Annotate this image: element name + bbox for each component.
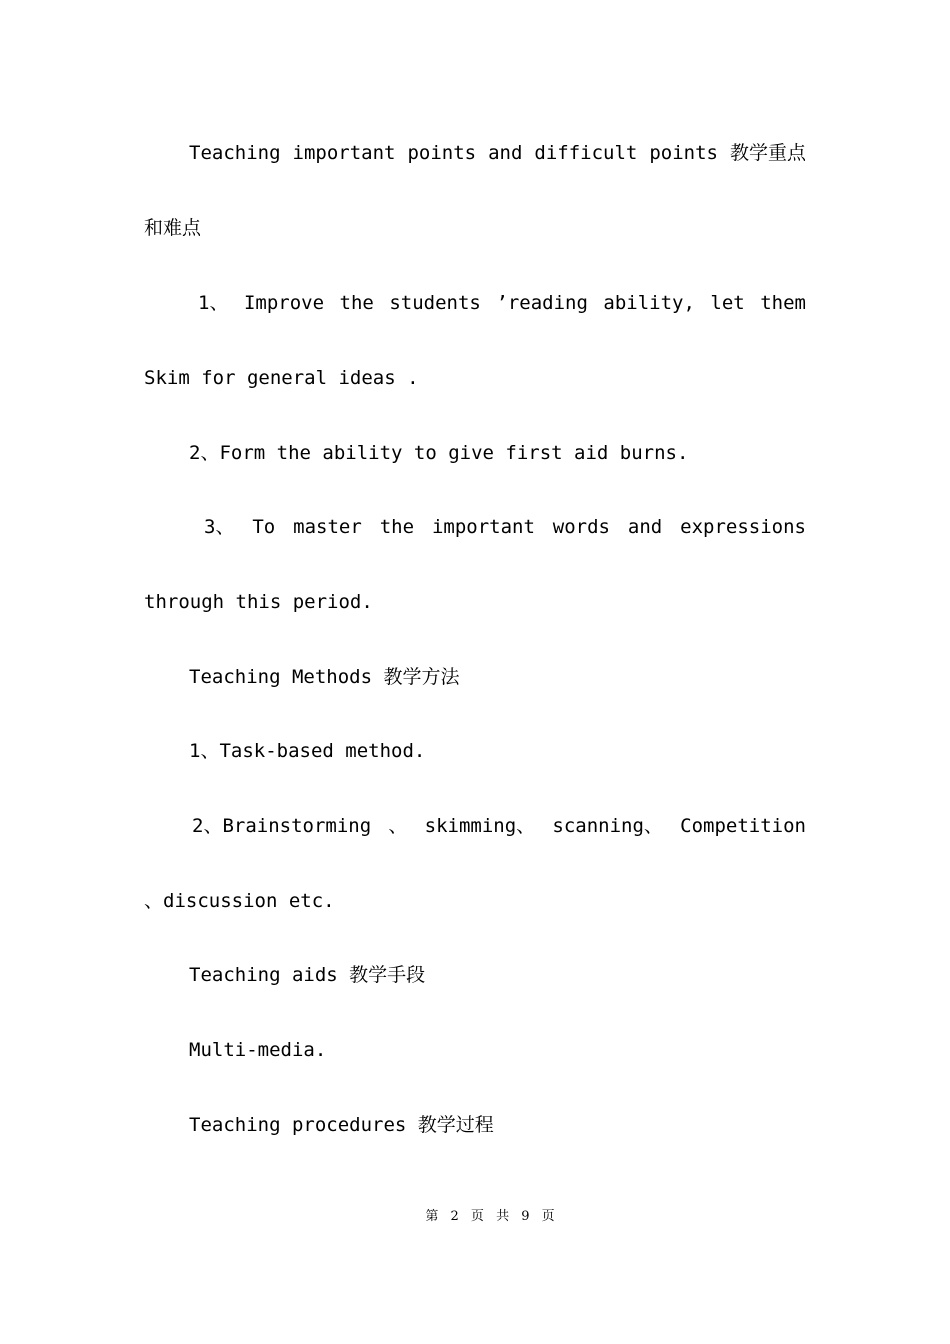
word: 教学重点	[729, 142, 806, 164]
word: master	[293, 516, 362, 538]
current-page-number: 2	[450, 1209, 459, 1224]
word: difficult	[534, 142, 638, 164]
footer-label: 共	[496, 1209, 510, 1224]
method-2-continuation: 、discussion etc.	[144, 890, 335, 912]
word: the	[379, 516, 415, 538]
word: 2、Brainstorming	[192, 815, 372, 837]
point-1-continuation: Skim for general ideas .	[144, 367, 419, 389]
word: and	[627, 516, 663, 538]
point-3-continuation: through this period.	[144, 591, 373, 613]
heading-teaching-methods: Teaching Methods 教学方法	[189, 666, 460, 688]
teaching-aid-item: Multi-media.	[189, 1039, 327, 1061]
page-footer	[0, 1207, 950, 1227]
word: 、	[388, 815, 408, 837]
word: 1、	[198, 292, 229, 314]
point-1	[198, 290, 806, 316]
word: Teaching	[189, 142, 281, 164]
method-2	[192, 813, 806, 839]
word: let	[710, 292, 745, 314]
point-2: 2、Form the ability to give first aid burns.	[189, 442, 689, 464]
heading-continuation: 和难点	[144, 217, 202, 239]
word: the	[339, 292, 374, 314]
word: ’reading	[496, 292, 588, 314]
word: expressions	[680, 516, 806, 538]
word: them	[760, 292, 806, 314]
method-1: 1、Task-based method.	[189, 740, 426, 762]
footer-label: 第	[425, 1209, 439, 1224]
word: ability,	[603, 292, 695, 314]
word: important	[292, 142, 396, 164]
word: 3、	[204, 516, 235, 538]
heading-teaching-aids: Teaching aids 教学手段	[189, 964, 426, 986]
word: skimming、	[424, 815, 536, 837]
point-3	[204, 514, 806, 540]
heading-teaching-procedures: Teaching procedures 教学过程	[189, 1114, 494, 1136]
total-page-number: 9	[521, 1209, 530, 1224]
heading-teaching-important-points	[189, 140, 806, 166]
word: Competition	[680, 815, 806, 837]
word: and	[488, 142, 523, 164]
footer-label: 页	[541, 1209, 555, 1224]
footer-label: 页	[470, 1209, 484, 1224]
word: To	[252, 516, 276, 538]
word: points	[649, 142, 718, 164]
word: points	[407, 142, 477, 164]
word: students	[389, 292, 481, 314]
word: Improve	[243, 292, 325, 314]
word: important	[431, 516, 535, 538]
word: scanning、	[552, 815, 663, 837]
word: words	[552, 516, 610, 538]
